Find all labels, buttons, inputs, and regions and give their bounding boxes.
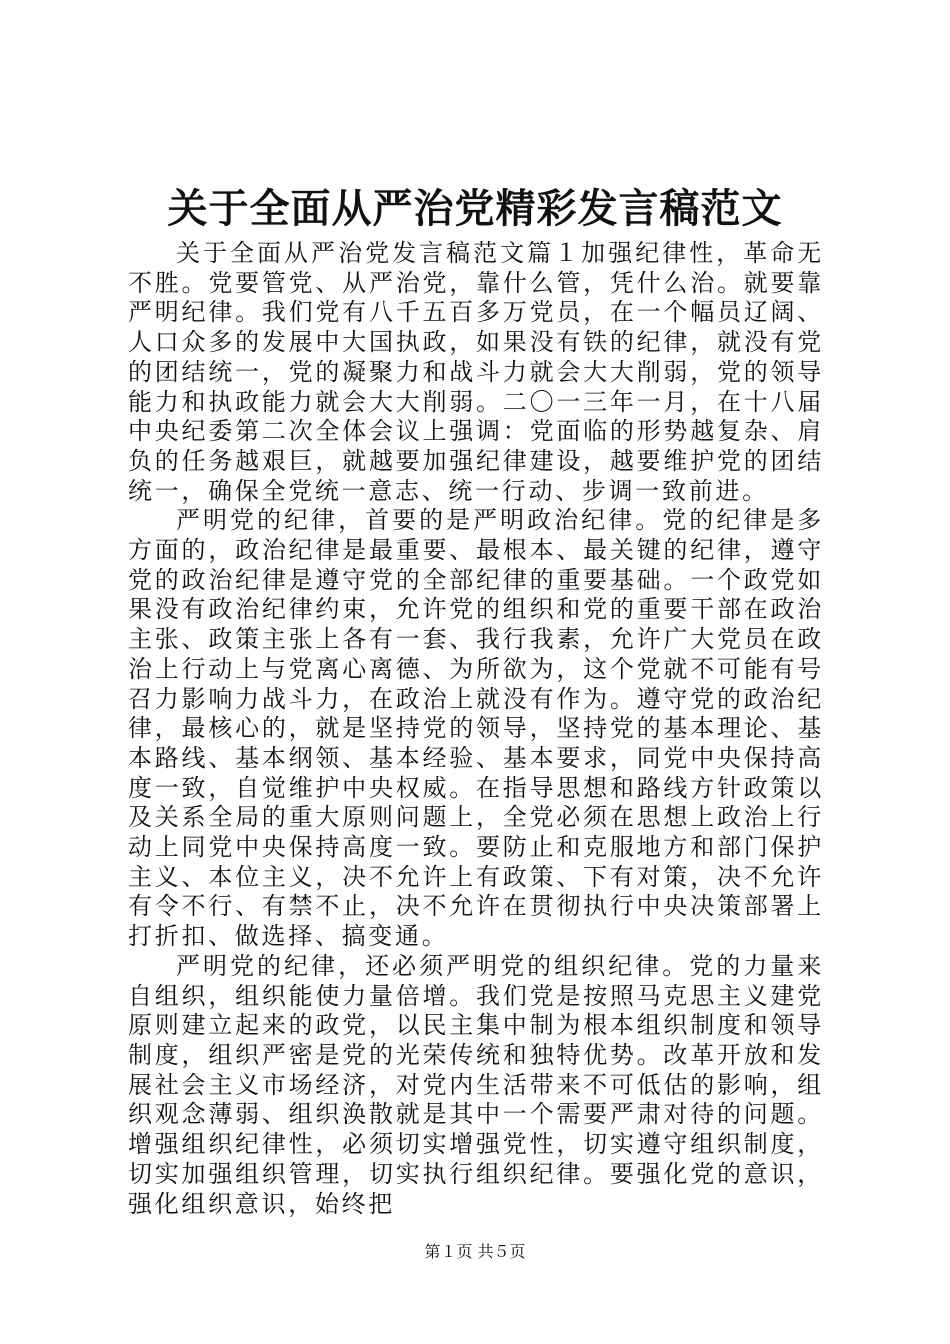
document-title: 关于全面从严治党精彩发言稿范文 [167,185,783,232]
document-body [128,239,824,1219]
page-number-footer: 第１页 共５页 [424,1242,526,1261]
paragraph-2: 严明党的纪律，首要的是严明政治纪律。党的纪律是多方面的，政治纪律是最重要、最根本、最关键的纪律，遵守党的政治纪律是遵守党的全部纪律的重要基础。一个政党如果没有政治纪律约束，允许党的组织和党的重要干部在政治主张、政策主张上各有一套、我行我素，允许广大党员在政治上行动上与党离心离德、为所欲为，这个党就不可能有号召力影响力战斗力，在政治上就没有作为。遵守党的政治纪律，最核心的，就是坚持党的领导，坚持党的基本理论、基本路线、基本纲领、基本经验、基本要求，同党中央保持高度一致，自觉维护中央权威。在指导思想和路线方针政策以及关系全局的重大原则问题上，全党必须在思想上政治上行动上同党中央保持高度一致。要防止和克服地方和部门保护主义、本位主义，决不允许上有政策、下有对策，决不允许有令不行、有禁不止，决不允许在贯彻执行中央决策部署上打折扣、做选择、搞变通。 [128,506,824,951]
paragraph-1: 关于全面从严治党发言稿范文篇１加强纪律性，革命无不胜。党要管党、从严治党，靠什么管，凭什么治。就要靠严明纪律。我们党有八千五百多万党员，在一个幅员辽阔、人口众多的发展中大国执政，如果没有铁的纪律，就没有党的团结统一，党的凝聚力和战斗力就会大大削弱，党的领导能力和执政能力就会大大削弱。二〇一三年一月，在十八届中央纪委第二次全体会议上强调：党面临的形势越复杂、肩负的任务越艰巨，就越要加强纪律建设，越要维护党的团结统一，确保全党统一意志、统一行动、步调一致前进。 [128,239,824,505]
paragraph-3: 严明党的纪律，还必须严明党的组织纪律。党的力量来自组织，组织能使力量倍增。我们党是按照马克思主义建党原则建立起来的政党，以民主集中制为根本组织制度和领导制度，组织严密是党的光荣传统和独特优势。改革开放和发展社会主义市场经济，对党内生活带来不可低估的影响，组织观念薄弱、组织涣散就是其中一个需要严肃对待的问题。增强组织纪律性，必须切实增强党性，切实遵守组织制度，切实加强组织管理，切实执行组织纪律。要强化党的意识，强化组织意识，始终把 [128,951,824,1218]
